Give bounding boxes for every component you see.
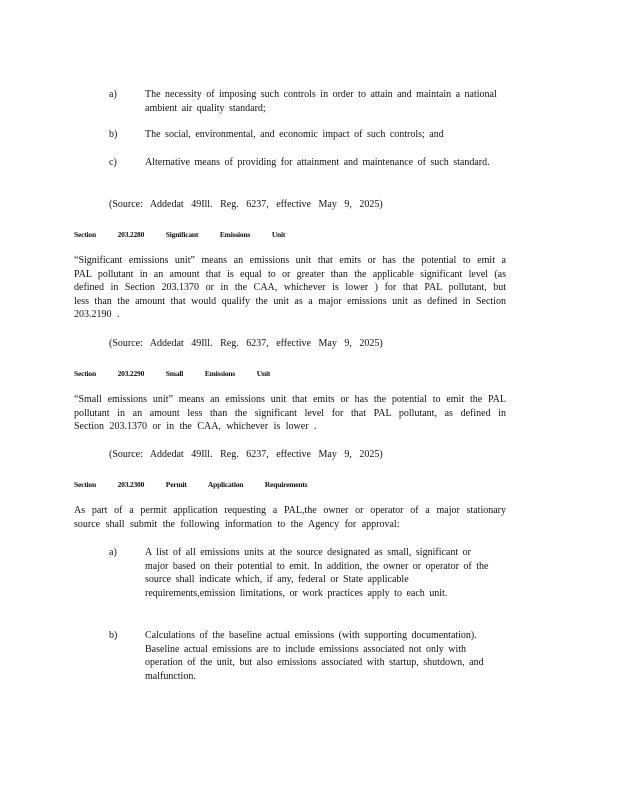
list-marker: a) xyxy=(109,547,117,558)
source-note: (Source: Addedat 49Ill. Reg. 6237, effective May 9, 2025) xyxy=(109,338,383,349)
list-text: Alternative means of providing for attainment and maintenance of such standard. xyxy=(145,157,490,168)
section-heading: Section 203.2300 Permit Application Requirements xyxy=(74,480,308,489)
list-marker: c) xyxy=(109,157,117,168)
section-heading: Section 203.2290 Small Emissions Unit xyxy=(74,369,271,378)
section-heading: Section 203.2280 Significant Emissions Unit xyxy=(74,230,286,239)
section-body: “Significant emissions unit” means an emissions unit that emits or has the potential to emit a PAL pollutant in an amount that is equal to or greater than the applicable significant level (as defined in Section 203.1370 or in the CAA, whichever is lower ) for that PAL pollutant, but less than the amount that would qualify the unit as a major emissions unit as defined in Section 203.2190 . xyxy=(74,255,506,320)
list-text: Calculations of the baseline actual emissions (with supporting documentation). Baseline actual emissions are to include emissions associated not only with operation of the unit, but also emissions associated with startup, shutdown, and malfunction. xyxy=(145,630,484,682)
list-marker: b) xyxy=(109,630,118,641)
list-text: A list of all emissions units at the source designated as small, significant or major based on their potential to emit. In addition, the owner or operator of the source shall indicate which, if any, federal or State applicable requirements,emission limitations, or work practices apply to each unit. xyxy=(145,547,489,599)
list-marker: a) xyxy=(109,89,117,100)
section-body: As part of a permit application requesting a PAL,the owner or operator of a major stationary source shall submit the following information to the Agency for approval: xyxy=(74,505,506,530)
section-body: “Small emissions unit” means an emissions unit that emits or has the potential to emit the PAL pollutant in an amount less than the significant level for that PAL pollutant, as defined in Section 203.1370 or in the CAA, whichever is lower . xyxy=(74,394,506,432)
source-note: (Source: Addedat 49Ill. Reg. 6237, effective May 9, 2025) xyxy=(109,199,383,210)
list-text: The necessity of imposing such controls in order to attain and maintain a national ambient air quality standard; xyxy=(145,89,497,114)
list-text: The social, environmental, and economic impact of such controls; and xyxy=(145,129,444,140)
source-note: (Source: Addedat 49Ill. Reg. 6237, effective May 9, 2025) xyxy=(109,449,383,460)
list-marker: b) xyxy=(109,129,118,140)
